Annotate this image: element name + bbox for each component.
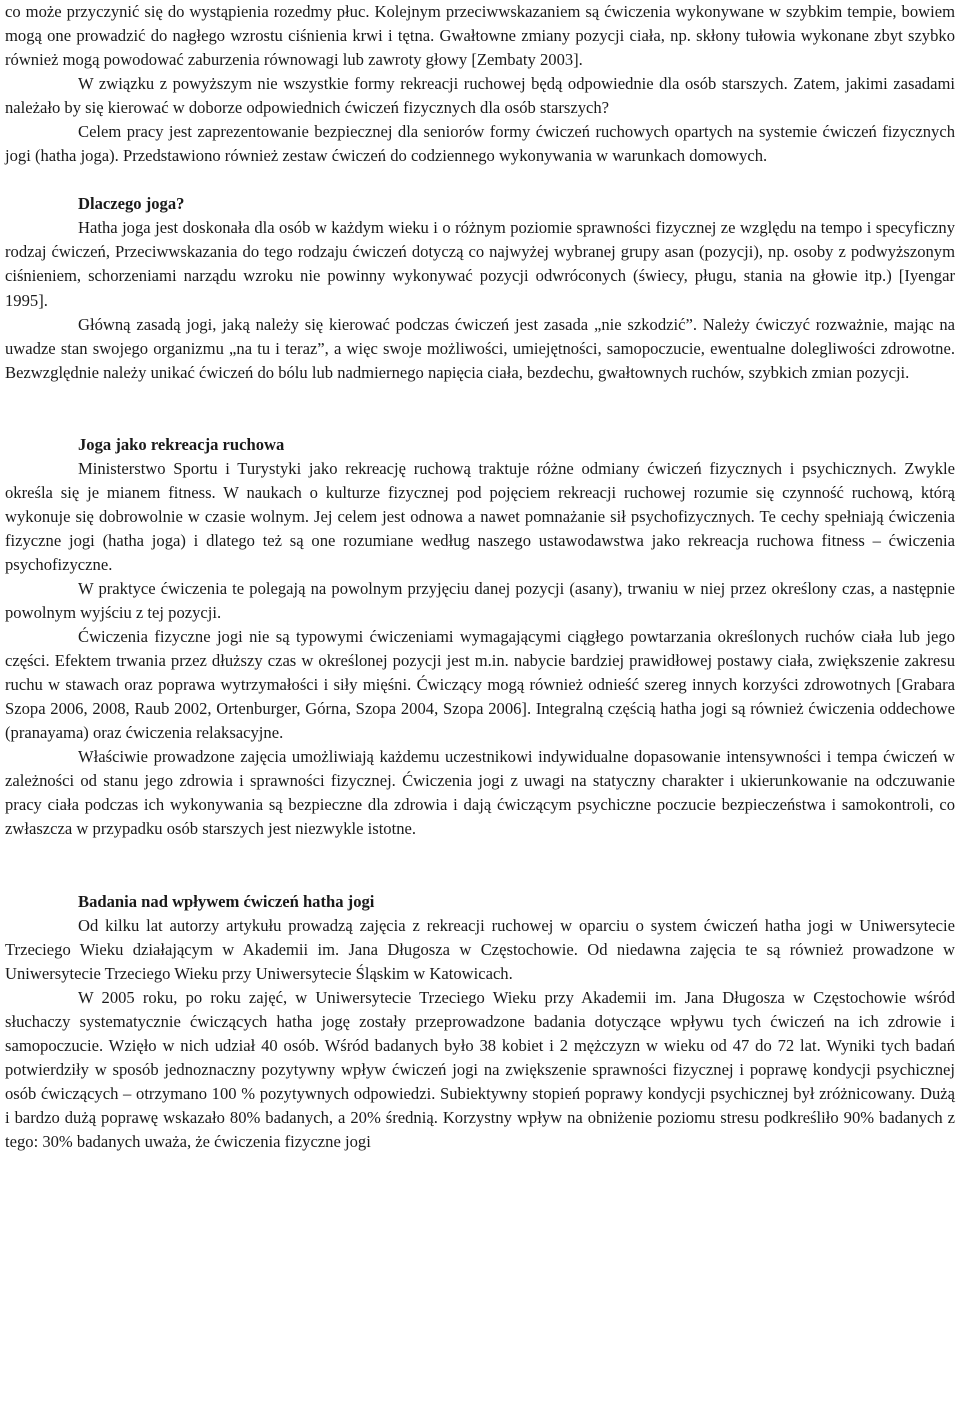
paragraph: W 2005 roku, po roku zajęć, w Uniwersytecie Trzeciego Wieku przy Akademii im. Jana Długosza w Częstochowie wśród słuchaczy systematycznie ćwiczących hatha jogę zostały przeprowadzone badania dotyczące wpływu tych ćwiczeń na ich zdrowie i samopoczucie. Wzięło w nich udział 40 osób. Wśród badanych było 38 kobiet i 2 mężczyzn w wieku od 47 do 72 lat. Wyniki tych badań potwierdziły w sposób jednoznaczny pozytywny wpływ ćwiczeń jogi na zwiększenie sprawności fizycznej i poprawę kondycji psychicznej osób ćwiczących – otrzymano 100 % pozytywnych odpowiedzi. Subiektywny stopień poprawy kondycji psychicznej był zróżnicowany. Dużą i bardzo dużą poprawę wskazało 80% badanych, a 20% średnią. Korzystny wpływ na obniżenie poziomu stresu podkreśliło 90% badanych z tego: 30% badanych uważa, że ćwiczenia fizyczne jogi (5, 987, 955, 1151)
paragraph: W związku z powyższym nie wszystkie formy rekreacji ruchowej będą odpowiednie dla osób starszych. Zatem, jakimi zasadami należało by się kierować w doborze odpowiednich ćwiczeń fizycznych dla osób starszych? (5, 74, 955, 118)
paragraph: Główną zasadą jogi, jaką należy się kierować podczas ćwiczeń jest zasada „nie szkodzić”. Należy ćwiczyć rozważnie, mając na uwadze stan swojego organizmu „na tu i teraz”, a więc swoje możliwości, umiejętności, samopoczucie, ewentualne dolegliwości zdrowotne. Bezwzględnie należy unikać ćwiczeń do bólu lub nadmiernego napięcia ciała, bezdechu, gwałtownych ruchów, szybkich zmian pozycji. (5, 314, 955, 382)
section-heading: Dlaczego joga? (78, 194, 185, 214)
section-heading: Badania nad wpływem ćwiczeń hatha jogi (78, 891, 375, 911)
section-heading: Joga jako rekreacja ruchowa (78, 434, 285, 454)
paragraph: Ćwiczenia fizyczne jogi nie są typowymi ćwiczeniami wymagającymi ciągłego powtarzania określonych ruchów ciała lub jego części. Efektem trwania przez dłuższy czas w określonej pozycji jest m.in. nabycie bardziej prawidłowej postawy ciała, zwiększenie zakresu ruchu w stawach oraz poprawa wytrzymałości i siły mięśni. Ćwiczący mogą również odnieść szereg innych korzyści zdrowotnych [Grabara Szopa 2006, 2008, Raub 2002, Ortenburger, Górna, Szopa 2004, Szopa 2006]. Integralną częścią hatha jogi są również ćwiczenia oddechowe (pranayama) oraz ćwiczenia relaksacyjne. (5, 627, 955, 743)
document-page (5, 0, 955, 1154)
paragraph: Właściwie prowadzone zajęcia umożliwiają każdemu uczestnikowi indywidualne dopasowanie intensywności i tempa ćwiczeń w zależności od stanu jego zdrowia i sprawności fizycznej. Ćwiczenia jogi z uwagi na statyczny charakter i ukierunkowanie na odczuwanie pracy ciała podczas ich wykonywania są bezpieczne dla zdrowia i dają ćwiczącym psychiczne poczucie bezpieczeństwa i samokontroli, co zwłaszcza w przypadku osób starszych jest niezwykle istotne. (5, 747, 955, 839)
paragraph: Celem pracy jest zaprezentowanie bezpiecznej dla seniorów formy ćwiczeń ruchowych opartych na systemie ćwiczeń fizycznych jogi (hatha joga). Przedstawiono również zestaw ćwiczeń do codziennego wykonywania w warunkach domowych. (5, 122, 955, 166)
paragraph: co może przyczynić się do wystąpienia rozedmy płuc. Kolejnym przeciwwskazaniem są ćwiczenia wykonywane w szybkim tempie, bowiem mogą one prowadzić do nagłego wzrostu ciśnienia krwi i tętna. Gwałtowne zmiany pozycji ciała, np. skłony tułowia wykonane zbyt szybko również mogą powodować zaburzenia równowagi lub zawroty głowy [Zembaty 2003]. (5, 2, 955, 70)
paragraph: W praktyce ćwiczenia te polegają na powolnym przyjęciu danej pozycji (asany), trwaniu w niej przez określony czas, a następnie powolnym wyjściu z tej pozycji. (5, 578, 955, 623)
paragraph: Od kilku lat autorzy artykułu prowadzą zajęcia z rekreacji ruchowej w oparciu o system ćwiczeń hatha jogi w Uniwersytecie Trzeciego Wieku działającym w Akademii im. Jana Długosza w Częstochowie. Od niedawna zajęcia te są również prowadzone w Uniwersytecie Trzeciego Wieku przy Uniwersytecie Śląskim w Katowicach. (5, 915, 955, 983)
paragraph: Ministerstwo Sportu i Turystyki jako rekreację ruchową traktuje różne odmiany ćwiczeń fizycznych i psychicznych. Zwykle określa się je mianem fitness. W naukach o kulturze fizycznej pod pojęciem rekreacji ruchowej rozumie się czynność ruchową, którą wykonuje się dobrowolnie w czasie wolnym. Jej celem jest odnowa a nawet pomnażanie sił psychofizycznych. Te cechy spełniają ćwiczenia fizyczne jogi (hatha joga) i dlatego też są one rozumiane według naszego ustawodawstwa jako rekreacja ruchowa fitness – ćwiczenia psychofizyczne. (5, 458, 955, 574)
paragraph: Hatha joga jest doskonała dla osób w każdym wieku i o różnym poziomie sprawności fizycznej ze względu na tempo i specyficzny rodzaj ćwiczeń, Przeciwwskazania do tego rodzaju ćwiczeń dotyczą co najwyżej wybranej grupy asan (pozycji), np. osoby z podwyższonym ciśnieniem, schorzeniami narządu wzroku nie powinny wykonywać pozycji odwróconych (świecy, pługu, stania na głowie itp.) [Iyengar 1995]. (5, 218, 955, 310)
